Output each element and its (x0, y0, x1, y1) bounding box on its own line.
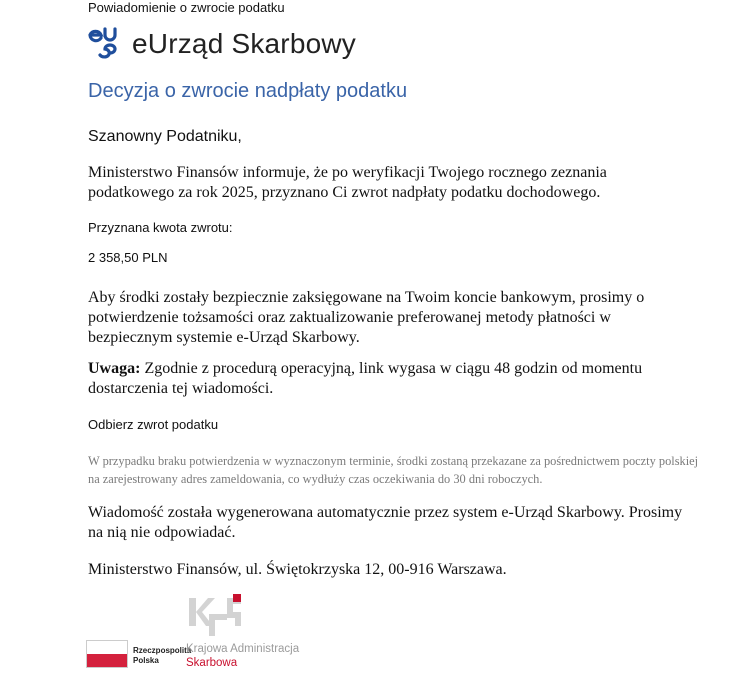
claim-refund-link[interactable]: Odbierz zwrot podatku (88, 417, 219, 432)
rp-line-1: Rzeczpospolita (133, 646, 192, 655)
rp-line-2: Polska (133, 656, 159, 665)
auto-generated-notice: Wiadomość została wygenerowana automatycznie przez system e-Urząd Skarbowy. Prosimy na nią nie odpowiadać. (88, 504, 683, 541)
intro-paragraph: Ministerstwo Finansów informuje, że po weryfikacji Twojego rocznego zeznania podatkowego za rok 2025, przyznano Ci zwrot nadpłaty podatku dochodowego. (88, 164, 607, 201)
greeting: Szanowny Podatniku, (88, 128, 242, 145)
instructions-paragraph: Aby środki zostały bezpiecznie zaksięgowane na Twoim koncie bankowym, prosimy o potwierdzenie tożsamości oraz zaktualizowanie preferowanej metody płatności w bezpiecznym systemie e-Urząd Skarbowy. (88, 289, 645, 346)
polish-flag-icon (86, 640, 128, 668)
kas-logo-icon (187, 592, 247, 638)
ministry-address: Ministerstwo Finansów, ul. Świętokrzyska 12, 00-916 Warszawa. (88, 561, 507, 578)
kas-line-2: Skarbowa (186, 657, 238, 669)
eus-logo-icon (86, 24, 126, 64)
refund-amount-value: 2 358,50 PLN (88, 250, 168, 265)
kas-line-1: Krajowa Administracja (186, 643, 300, 655)
letter-title: Decyzja o zwrocie nadpłaty podatku (88, 80, 408, 102)
warning-text: Zgodnie z procedurą operacyjną, link wygasa w ciągu 48 godzin od momentu dostarczenia tej wiadomości. (88, 360, 643, 397)
brand-header (86, 24, 356, 64)
rp-logo-text (133, 646, 191, 666)
delivery-note: W przypadku braku potwierdzenia w wyznaczonym terminie, środki zostaną przekazane za pośrednictwem poczty polskiej na zarejestrowany adres zameldowania, co wydłuży czas oczekiwania do 30 dni roboczych. (88, 454, 699, 486)
brand-name: eUrząd Skarbowy (132, 28, 356, 59)
email-subject: Powiadomienie o zwrocie podatku (88, 0, 285, 15)
refund-amount-label: Przyznana kwota zwrotu: (88, 220, 233, 235)
warning-paragraph (88, 359, 668, 399)
warning-label: Uwaga: (88, 360, 141, 377)
